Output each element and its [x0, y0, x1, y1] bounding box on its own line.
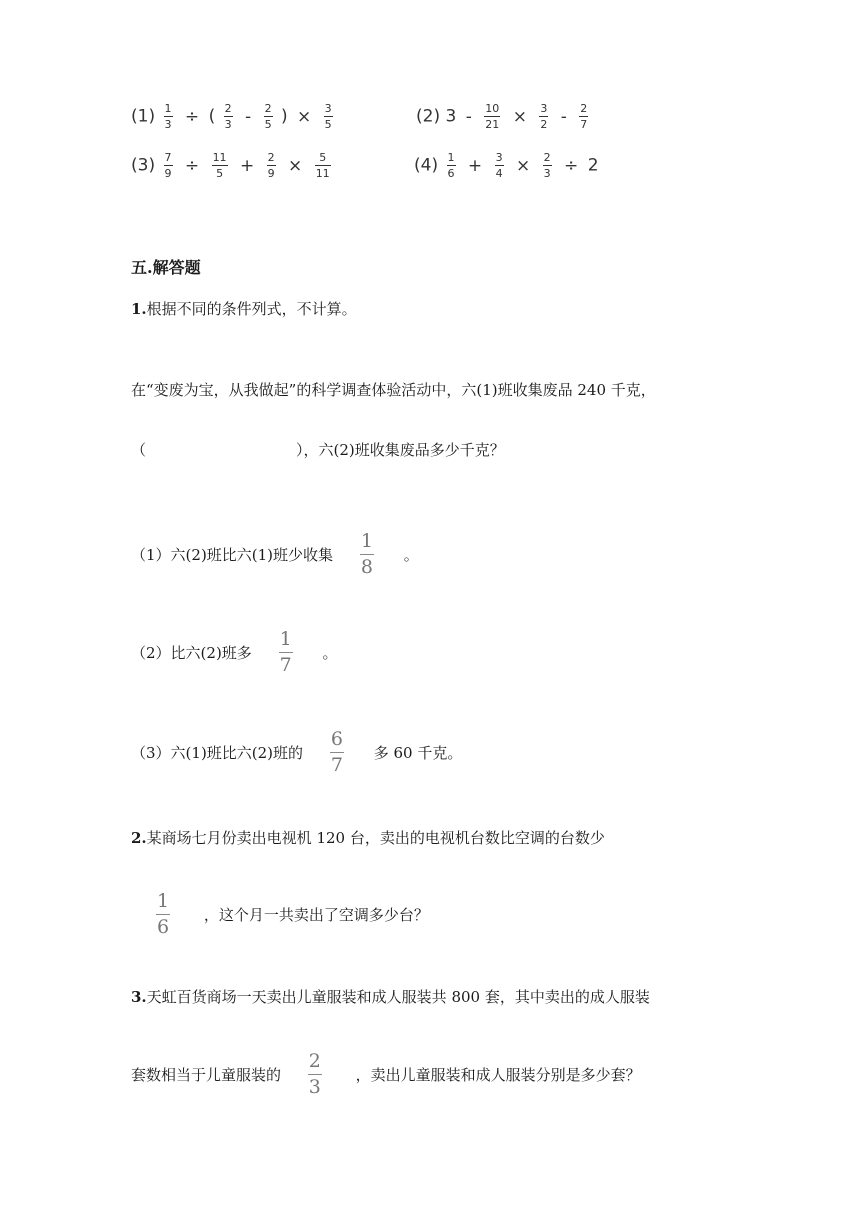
- fraction: $\frac{3}{5}$: [324, 102, 332, 131]
- problem-label: (4): [414, 155, 439, 176]
- problem-label: (2): [416, 106, 441, 127]
- question-1-blank-line: [131, 439, 505, 460]
- fraction: $\frac{2}{7}$: [580, 102, 588, 131]
- question-3-text: [131, 986, 650, 1007]
- calc-problem-1: [131, 103, 336, 130]
- operator: ×: [297, 106, 312, 127]
- fraction: $\frac{2}{3}$: [308, 1050, 321, 1098]
- question-text: 某商场七月份卖出电视机 120 台，卖出的电视机台数比空调的台数少: [146, 829, 605, 847]
- question-1-context: 在“变废为宝，从我做起”的科学调查体验活动中，六(1)班收集废品 240 千克，: [131, 381, 656, 399]
- question-number: 1.: [131, 300, 147, 318]
- fraction: $\frac{1}{8}$: [360, 530, 373, 578]
- operator: ×: [288, 155, 303, 176]
- condition-text: （1）六(2)班比六(1)班少收集: [131, 546, 334, 564]
- fraction: $\frac{2}{3}$: [543, 151, 551, 180]
- operator: +: [467, 155, 483, 176]
- whole-number: 3: [445, 106, 457, 127]
- fraction: $\frac{11}{5}$: [212, 151, 227, 180]
- fraction: $\frac{2}{3}$: [224, 102, 232, 131]
- question-text: ，这个月一共卖出了空调多少台？: [203, 906, 429, 924]
- question-text: 天虹百货商场一天卖出儿童服装和成人服装共 800 套，其中卖出的成人服装: [146, 988, 650, 1006]
- condition-text: （3）六(1)班比六(2)班的: [131, 744, 304, 762]
- fraction: $\frac{3}{2}$: [540, 102, 548, 131]
- fraction: $\frac{2}{5}$: [264, 102, 272, 131]
- question-text: ，卖出儿童服装和成人服装分别是多少套？: [355, 1066, 641, 1084]
- question-3-line2: [131, 1052, 641, 1097]
- fraction: $\frac{5}{11}$: [315, 151, 330, 180]
- section-title: 五.解答题: [131, 258, 201, 277]
- problem-label: (1): [131, 106, 156, 127]
- calc-problem-4: [414, 152, 599, 179]
- operator: -: [465, 106, 472, 127]
- question-number: 2.: [131, 829, 147, 847]
- operator: ÷: [184, 155, 200, 176]
- blank-close-text: ），六(2)班收集废品多少千克？: [296, 441, 505, 459]
- question-1-title: [131, 298, 357, 319]
- blank-open-paren: （: [131, 441, 147, 459]
- condition-tail: 。: [322, 644, 338, 662]
- calc-problem-2: [416, 103, 591, 130]
- condition-tail: 。: [403, 546, 419, 564]
- question-2-text: [131, 827, 605, 848]
- question-text: 套数相当于儿童服装的: [131, 1066, 282, 1084]
- operator: ÷: [184, 106, 200, 127]
- fraction: $\frac{1}{7}$: [279, 628, 292, 676]
- condition-1: [131, 532, 419, 577]
- question-number: 3.: [131, 988, 147, 1006]
- operator: ÷: [564, 155, 579, 176]
- operator: -: [560, 106, 567, 127]
- fraction: $\frac{2}{9}$: [267, 151, 275, 180]
- operator: ×: [515, 155, 531, 176]
- question-text: 根据不同的条件列式，不计算。: [146, 300, 357, 318]
- condition-3: [131, 730, 462, 775]
- fraction: $\frac{7}{9}$: [164, 151, 172, 180]
- question-2-line2: [153, 892, 429, 937]
- condition-tail: 多 60 千克。: [373, 744, 463, 762]
- problem-label: (3): [131, 155, 156, 176]
- operator: +: [239, 155, 255, 176]
- fraction: $\frac{1}{3}$: [164, 102, 172, 131]
- paren: (: [208, 106, 216, 127]
- fraction: $\frac{1}{6}$: [157, 890, 170, 938]
- operator: ×: [512, 106, 527, 127]
- whole-number: 2: [587, 155, 599, 176]
- operator: -: [245, 106, 252, 127]
- fraction: $\frac{1}{6}$: [447, 151, 455, 180]
- fraction: $\frac{3}{4}$: [495, 151, 503, 180]
- condition-text: （2）比六(2)班多: [131, 644, 252, 662]
- fraction: $\frac{6}{7}$: [330, 728, 343, 776]
- calc-problem-3: [131, 152, 334, 179]
- condition-2: [131, 630, 337, 675]
- paren: ): [280, 106, 288, 127]
- fraction: $\frac{10}{21}$: [485, 102, 500, 131]
